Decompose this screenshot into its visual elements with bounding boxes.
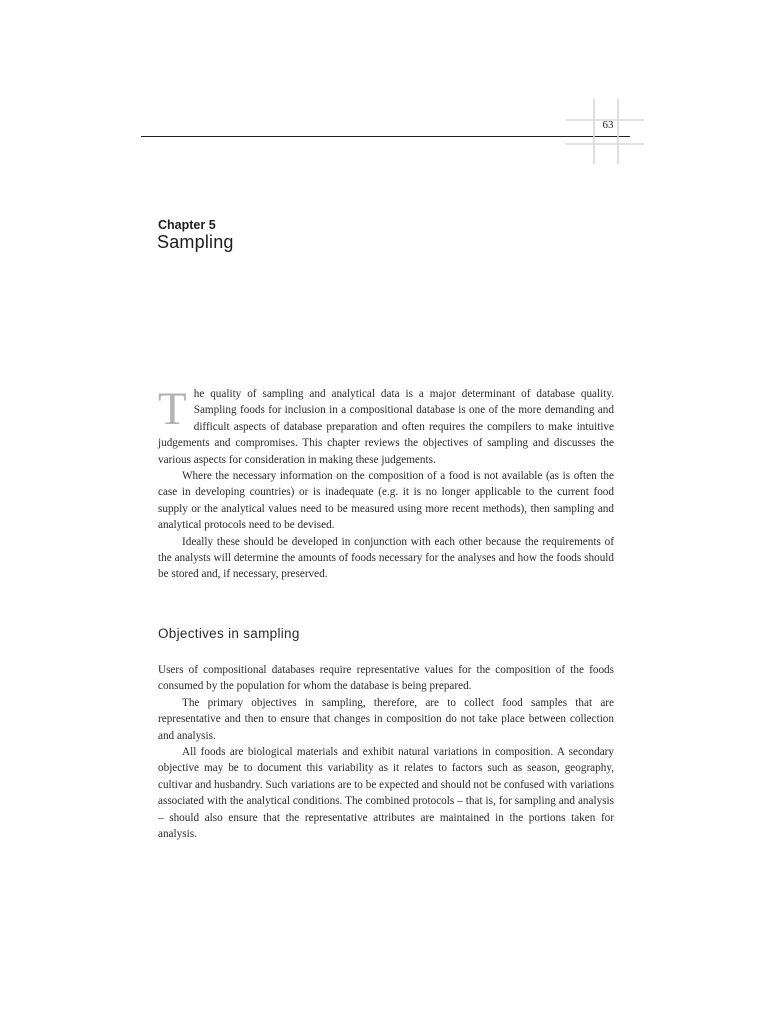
corner-grid-mark bbox=[566, 98, 644, 164]
section-heading-objectives: Objectives in sampling bbox=[158, 626, 300, 641]
objectives-paragraph-1: Users of compositional databases require representative values for the composition of the foods consumed by the population for whom the database is being prepared. bbox=[158, 664, 614, 693]
page-number: 63 bbox=[602, 119, 614, 131]
intro-paragraph-1 bbox=[158, 383, 614, 468]
objectives-paragraph-3: All foods are biological materials and exhibit natural variations in composition. A secondary objective may be to document this variability as it relates to factors such as season, geography, cultivar and husbandry. Such variations are to be expected and should not be confused with variations associated with the analytical conditions. The combined protocols – that is, for sampling and analysis – should also ensure that the representative attributes are maintained in the portions taken for analysis. bbox=[158, 746, 614, 841]
drop-cap: T bbox=[158, 383, 187, 435]
chapter-label: Chapter 5 bbox=[158, 218, 216, 232]
header-rule bbox=[141, 136, 630, 137]
intro-paragraph-1-text: he quality of sampling and analytical data is a major determinant of database quality. Sampling foods for inclusion in a compositional database is one of the more demanding and difficult aspects of database preparation and often requires the compilers to make intuitive judgements and compromises. This chapter reviews the objectives of sampling and discusses the various aspects for consideration in making these judgements. bbox=[158, 388, 614, 466]
intro-text bbox=[158, 383, 614, 583]
intro-paragraph-2: Where the necessary information on the composition of a food is not available (as is often the case in developing countries) or is inadequate (e.g. it is no longer applicable to the current food supply or the analytical values need to be measured using more recent methods), then sampling and analytical protocols need to be devised. bbox=[158, 470, 614, 532]
objectives-text bbox=[158, 662, 614, 842]
intro-paragraph-3: Ideally these should be developed in conjunction with each other because the requirements of the analysts will determine the amounts of foods necessary for the analyses and how the foods should be stored and, if necessary, preserved. bbox=[158, 535, 614, 581]
chapter-title: Sampling bbox=[157, 232, 234, 252]
objectives-paragraph-2: The primary objectives in sampling, therefore, are to collect food samples that are representative and then to ensure that changes in composition do not take place between collection and analysis. bbox=[158, 696, 614, 742]
